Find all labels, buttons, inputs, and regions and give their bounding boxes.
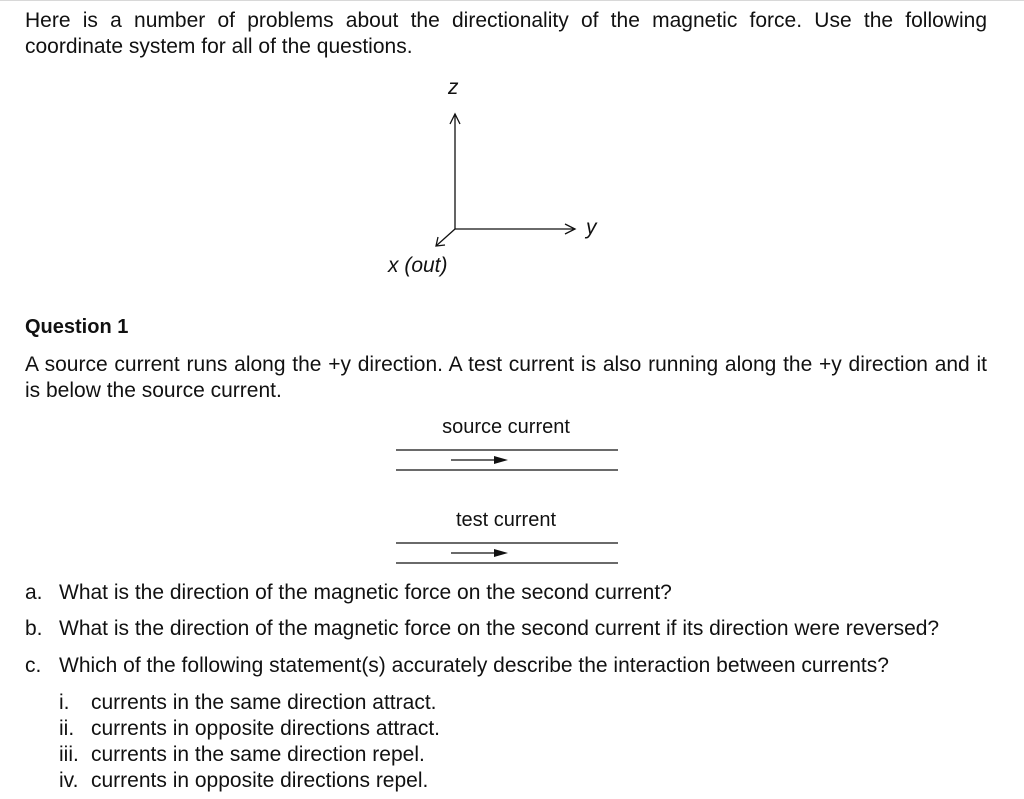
source-current-arrow: [494, 456, 508, 464]
part-a: [25, 581, 672, 605]
z-axis-label: z: [448, 76, 459, 99]
y-axis-label: y: [586, 216, 597, 239]
part-c: [25, 654, 889, 678]
part-a-mark: a.: [25, 581, 43, 604]
current-wires-diagram: [396, 442, 618, 572]
list-item: ii. currents in opposite directions attract.: [59, 717, 441, 740]
list-item: i. currents in the same direction attract.: [59, 691, 437, 714]
list-item: iv. currents in opposite directions repel.: [59, 769, 429, 792]
question-title: Question 1: [25, 316, 129, 338]
source-current-wire: [396, 450, 618, 470]
test-current-wire: [396, 543, 618, 563]
source-current-label: source current: [442, 416, 570, 438]
test-current-arrow: [494, 549, 508, 557]
list-item: iii. currents in the same direction repel.: [59, 743, 425, 766]
part-a-text: What is the direction of the magnetic force on the second current?: [59, 581, 672, 604]
part-c-text: Which of the following statement(s) accurately describe the interaction between currents?: [59, 654, 889, 677]
x-axis-label: x (out): [388, 254, 448, 277]
part-b: [25, 617, 939, 641]
part-b-mark: b.: [25, 617, 43, 640]
question-body: A source current runs along the +y direction. A test current is also running along the +y direction and it is below the source current.: [25, 353, 987, 402]
coordinate-system-diagram: [380, 74, 610, 284]
part-c-mark: c.: [25, 654, 42, 677]
part-b-text: What is the direction of the magnetic force on the second current if its direction were reversed?: [59, 617, 940, 640]
x-axis-line: [436, 229, 455, 246]
top-divider: [0, 0, 1024, 1]
test-current-label: test current: [455, 509, 557, 531]
statement-options-list: [59, 690, 440, 794]
intro-text: Here is a number of problems about the directionality of the magnetic force. Use the following coordinate system for all of the questions.: [25, 9, 987, 58]
